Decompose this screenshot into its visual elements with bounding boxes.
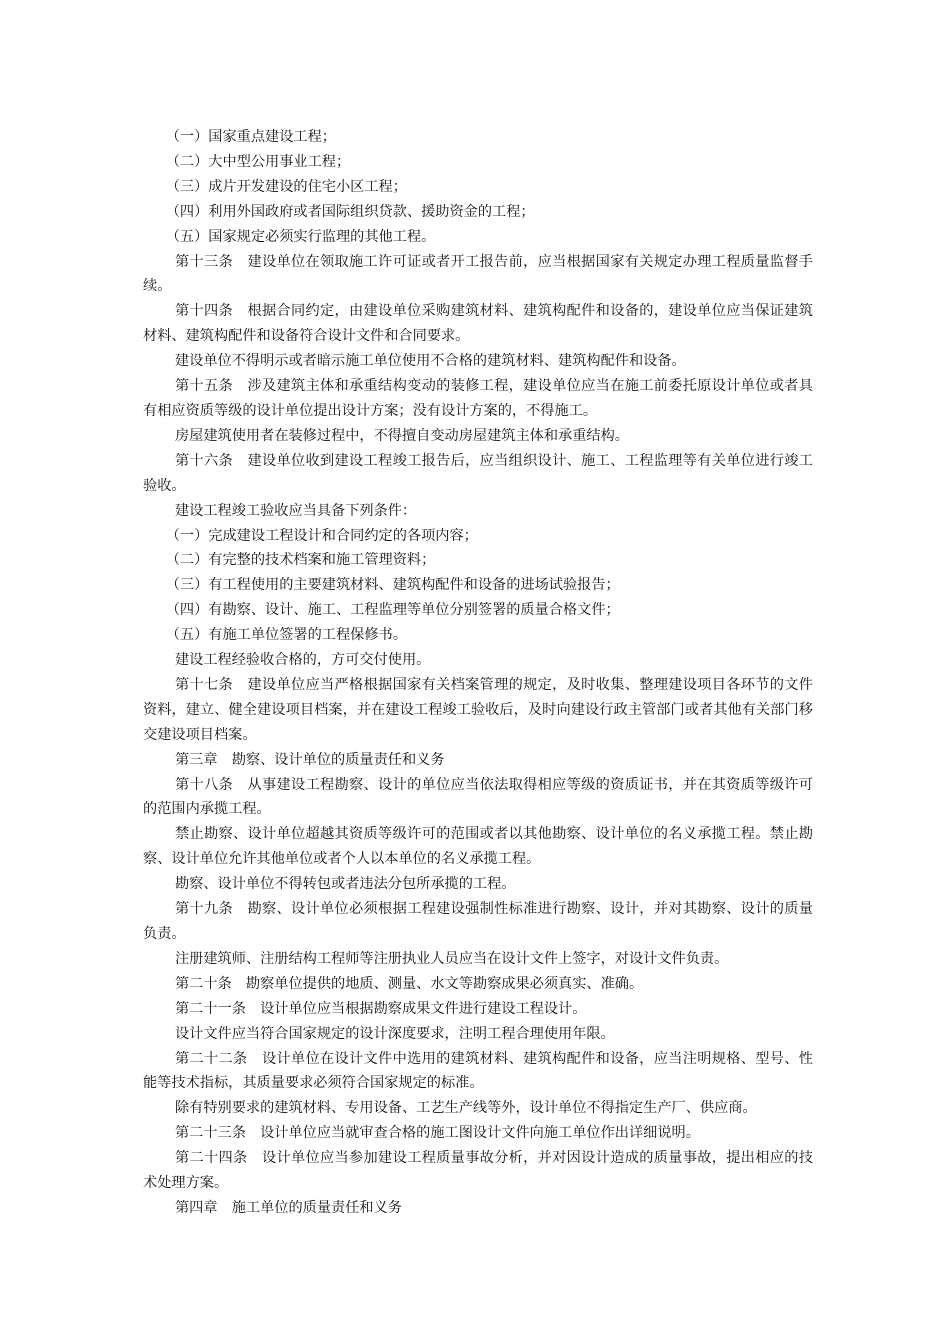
article-paragraph: 第二十四条 设计单位应当参加建设工程质量事故分析，并对因设计造成的质量事故，提出相应的技术处理方案。 [143,1150,813,1192]
body-paragraph: 建设工程经验收合格的，方可交付使用。 [174,652,431,669]
list-item: （五）有施工单位签署的工程保修书。 [165,627,407,644]
article-paragraph: 第十八条 从事建设工程勘察、设计的单位应当依法取得相应等级的资质证书，并在其资质等级许可的范围内承揽工程。 [143,776,813,818]
document-body [143,125,813,1221]
list-item: （一）国家重点建设工程； [165,129,336,145]
list-item: （一）完成建设工程设计和合同约定的各项内容； [165,527,478,544]
list-item: （四）利用外国政府或者国际组织贷款、援助资金的工程； [165,203,535,220]
list-item: （三）有工程使用的主要建筑材料、建筑构配件和设备的进场试验报告； [165,577,620,594]
article-paragraph: 第十三条 建设单位在领取施工许可证或者开工报告前，应当根据国家有关规定办理工程质量监督手续。 [143,253,813,295]
list-item: （二）大中型公用事业工程； [165,153,351,170]
article-paragraph: 第十四条 根据合同约定，由建设单位采购建筑材料、建筑构配件和设备的，建设单位应当保证建筑材料、建筑构配件和设备符合设计文件和合同要求。 [143,303,813,345]
body-paragraph: 建设工程竣工验收应当具备下列条件： [174,502,417,519]
chapter-heading: 第四章 施工单位的质量责任和义务 [174,1199,402,1216]
list-item: （四）有勘察、设计、施工、工程监理等单位分别签署的质量合格文件； [165,602,620,619]
list-item: （五）国家规定必须实行监理的其他工程。 [165,228,436,245]
body-paragraph: 勘察、设计单位不得转包或者违法分包所承揽的工程。 [174,876,516,893]
article-paragraph: 第二十一条 设计单位应当根据勘察成果文件进行建设工程设计。 [174,1000,587,1017]
article-paragraph: 第二十条 勘察单位提供的地质、测量、水文等勘察成果必须真实、准确。 [174,975,644,992]
body-paragraph: 注册建筑师、注册结构工程师等注册执业人员应当在设计文件上签字，对设计文件负责。 [174,950,729,967]
body-paragraph: 禁止勘察、设计单位超越其资质等级许可的范围或者以其他勘察、设计单位的名义承揽工程。禁止勘察、设计单位允许其他单位或者个人以本单位的名义承揽工程。 [143,826,813,868]
article-paragraph: 第十七条 建设单位应当严格根据国家有关档案管理的规定，及时收集、整理建设项目各环节的文件资料，建立、健全建设项目档案，并在建设工程竣工验收后，及时向建设行政主管部门或者其他有关部门移交建设项目档案。 [143,676,813,743]
article-paragraph: 第二十二条 设计单位在设计文件中选用的建筑材料、建筑构配件和设备，应当注明规格、型号、性能等技术指标，其质量要求必须符合国家规定的标准。 [143,1050,813,1092]
article-paragraph: 第十五条 涉及建筑主体和承重结构变动的装修工程，建设单位应当在施工前委托原设计单位或者具有相应资质等级的设计单位提出设计方案；没有设计方案的，不得施工。 [143,378,813,419]
list-item: （三）成片开发建设的住宅小区工程； [165,178,407,195]
list-item: （二）有完整的技术档案和施工管理资料； [165,552,436,569]
article-paragraph: 第十九条 勘察、设计单位必须根据工程建设强制性标准进行勘察、设计，并对其勘察、设计的质量负责。 [143,901,813,942]
body-paragraph: 设计文件应当符合国家规定的设计深度要求，注明工程合理使用年限。 [174,1025,615,1042]
article-paragraph: 第二十三条 设计单位应当就审查合格的施工图设计文件向施工单位作出详细说明。 [174,1125,700,1142]
body-paragraph: 除有特别要求的建筑材料、专用设备、工艺生产线等外，设计单位不得指定生产厂、供应商。 [174,1100,757,1117]
article-paragraph: 第十六条 建设单位收到建设工程竣工报告后，应当组织设计、施工、工程监理等有关单位进行竣工验收。 [143,452,813,494]
chapter-heading: 第三章 勘察、设计单位的质量责任和义务 [174,751,445,768]
body-paragraph: 房屋建筑使用者在装修过程中，不得擅自变动房屋建筑主体和承重结构。 [174,427,629,444]
body-paragraph: 建设单位不得明示或者暗示施工单位使用不合格的建筑材料、建筑构配件和设备。 [174,353,686,370]
